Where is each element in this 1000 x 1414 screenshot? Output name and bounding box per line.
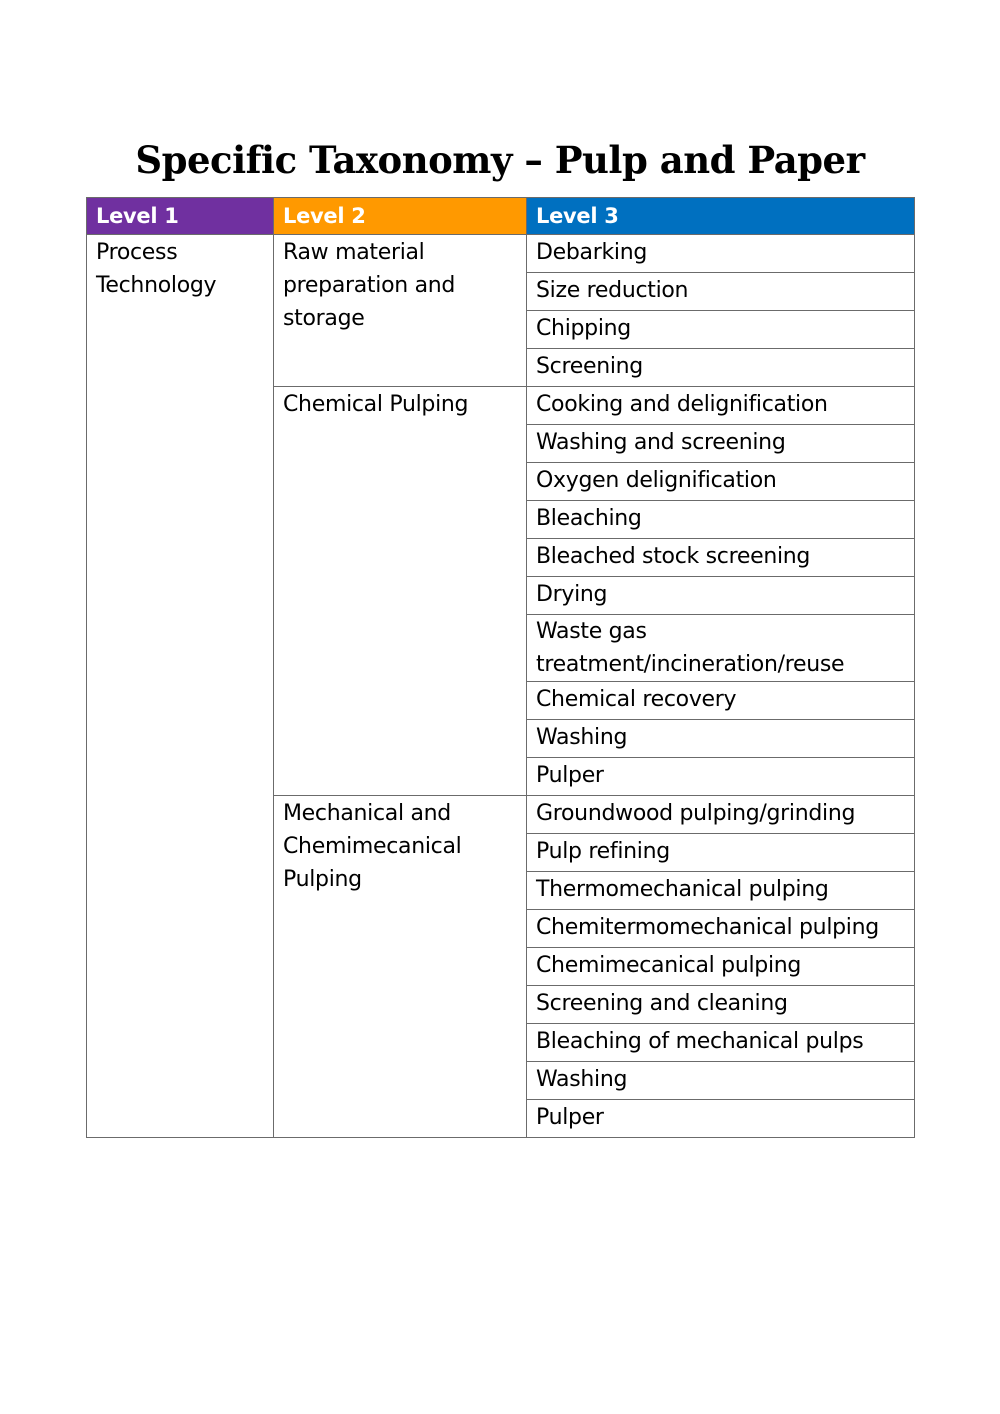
level-3-cell: Groundwood pulping/grinding <box>527 796 915 834</box>
level-3-cell: Drying <box>527 577 915 615</box>
level-3-cell: Thermomechanical pulping <box>527 872 915 910</box>
level-3-cell: Pulper <box>527 1100 915 1138</box>
table-row <box>87 235 915 273</box>
level-2-cell: Mechanical and Chemimecanical Pulping <box>274 796 527 1138</box>
level-3-cell: Oxygen delignification <box>527 463 915 501</box>
header-level-2: Level 2 <box>274 198 527 235</box>
level-3-cell: Chemitermomechanical pulping <box>527 910 915 948</box>
level-3-cell: Cooking and delignification <box>527 387 915 425</box>
level-3-cell: Pulper <box>527 758 915 796</box>
level-3-cell: Pulp refining <box>527 834 915 872</box>
level-3-cell: Screening and cleaning <box>527 986 915 1024</box>
header-level-3: Level 3 <box>527 198 915 235</box>
level-2-cell: Chemical Pulping <box>274 387 527 796</box>
level-3-cell: Debarking <box>527 235 915 273</box>
taxonomy-table <box>86 197 915 1138</box>
header-row <box>87 198 915 235</box>
level-2-cell: Raw material preparation and storage <box>274 235 527 387</box>
level-3-cell: Chemimecanical pulping <box>527 948 915 986</box>
level-3-cell: Screening <box>527 349 915 387</box>
level-3-cell: Washing <box>527 1062 915 1100</box>
level-3-cell: Bleached stock screening <box>527 539 915 577</box>
level-1-cell: Process Technology <box>87 235 274 1138</box>
level-3-cell: Chemical recovery <box>527 682 915 720</box>
header-level-1: Level 1 <box>87 198 274 235</box>
level-3-cell: Waste gas treatment/incineration/reuse <box>527 615 915 682</box>
page-title: Specific Taxonomy – Pulp and Paper <box>135 138 865 182</box>
level-3-cell: Size reduction <box>527 273 915 311</box>
level-3-cell: Bleaching <box>527 501 915 539</box>
level-3-cell: Chipping <box>527 311 915 349</box>
level-3-cell: Bleaching of mechanical pulps <box>527 1024 915 1062</box>
level-3-cell: Washing <box>527 720 915 758</box>
level-3-cell: Washing and screening <box>527 425 915 463</box>
